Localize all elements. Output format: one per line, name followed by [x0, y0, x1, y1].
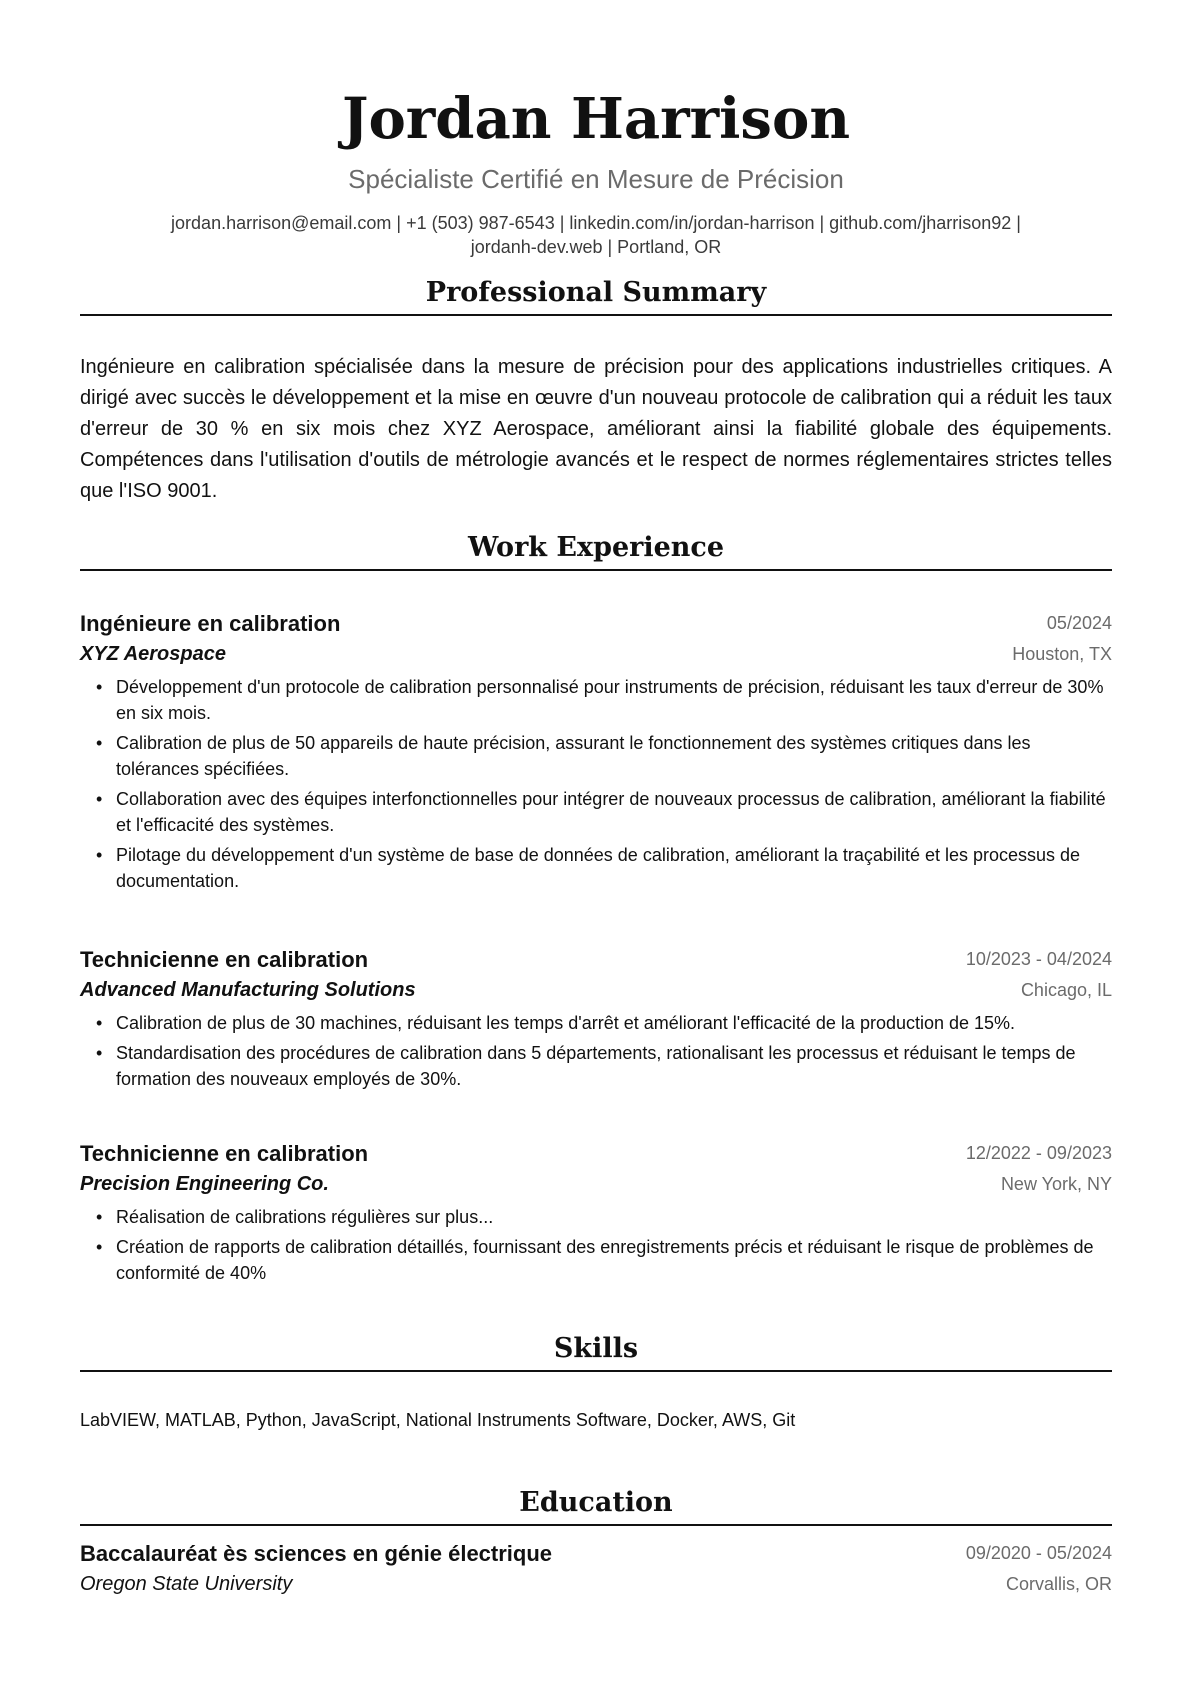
- job-bullet: • Réalisation de calibrations régulières sur plus...: [116, 1204, 1112, 1230]
- education-divider: [80, 1524, 1112, 1526]
- job-bullet: • Calibration de plus de 30 machines, réduisant les temps d'arrêt et améliorant l'efficacité de la production de 15%.: [116, 1010, 1112, 1036]
- job-title: Technicienne en calibration: [80, 1141, 369, 1166]
- education-school: Oregon State University: [80, 1573, 293, 1595]
- education-entry: [80, 1538, 1112, 1600]
- job-bullet: • Calibration de plus de 50 appareils de haute précision, assurant le fonctionnement des systèmes critiques dans les tolérances spécifiées.: [116, 730, 1112, 782]
- job-company-row: [80, 975, 1112, 1006]
- summary-heading: Professional Summary: [425, 277, 767, 308]
- job-location: New York, NY: [1000, 1174, 1112, 1194]
- candidate-title: Spécialiste Certifié en Mesure de Précision: [348, 164, 844, 194]
- job-title: Ingénieure en calibration: [80, 611, 341, 636]
- candidate-name: Jordan Harrison: [341, 86, 851, 152]
- contact-line-1: jordan.harrison@email.com | +1 (503) 987-6543 | linkedin.com/in/jordan-harrison | github.com/jharrison92 |: [171, 213, 1021, 233]
- job-company: XYZ Aerospace: [80, 643, 226, 665]
- contact-line-2: jordanh-dev.web | Portland, OR: [470, 237, 722, 257]
- job-bullet: • Pilotage du développement d'un système de base de données de calibration, améliorant la traçabilité et les processus de documentation.: [116, 842, 1112, 894]
- summary-text: Ingénieure en calibration spécialisée dans la mesure de précision pour des applications industrielles critiques. A dirigé avec succès le développement et la mise en œuvre d'un nouveau protocole de calibration qui a réduit les taux d'erreur de 30 % en six mois chez XYZ Aerospace, améliorant ainsi la fiabilité globale des équipements. Compétences dans l'utilisation d'outils de métrologie avancés et le respect de normes réglementaires strictes telles que l'ISO 9001.: [80, 356, 1112, 502]
- summary-divider: [80, 314, 1112, 316]
- job-bullet: • Collaboration avec des équipes interfonctionnelles pour intégrer de nouveaux processus de calibration, améliorant la fiabilité et l'efficacité des systèmes.: [116, 786, 1112, 838]
- job-title-row: [80, 944, 1112, 975]
- job-dates: 05/2024: [1046, 613, 1112, 633]
- skills-divider: [80, 1370, 1112, 1372]
- job-dates: 12/2022 - 09/2023: [965, 1143, 1112, 1163]
- job-bullet: • Standardisation des procédures de calibration dans 5 départements, rationalisant les processus et réduisant le temps de formation des nouveaux employés de 30%.: [116, 1040, 1112, 1092]
- job-title-row: [80, 608, 1112, 639]
- job-bullets: [80, 674, 1112, 894]
- job-entry: [80, 944, 1112, 1096]
- education-dates: 09/2020 - 05/2024: [965, 1543, 1112, 1563]
- experience-heading: Work Experience: [467, 532, 725, 563]
- job-location: Houston, TX: [1012, 644, 1112, 664]
- job-company: Precision Engineering Co.: [80, 1173, 329, 1195]
- experience-divider: [80, 569, 1112, 571]
- job-entry: [80, 1138, 1112, 1290]
- education-school-row: [80, 1569, 1112, 1600]
- education-location: Corvallis, OR: [1005, 1574, 1112, 1594]
- skills-list: LabVIEW, MATLAB, Python, JavaScript, National Instruments Software, Docker, AWS, Git: [80, 1410, 796, 1430]
- job-bullet: • Développement d'un protocole de calibration personnalisé pour instruments de précision, réduisant les taux d'erreur de 30% en six mois.: [116, 674, 1112, 726]
- job-company: Advanced Manufacturing Solutions: [80, 979, 416, 1001]
- job-location: Chicago, IL: [1020, 980, 1112, 1000]
- job-bullets: [80, 1204, 1112, 1286]
- job-bullet: • Création de rapports de calibration détaillés, fournissant des enregistrements précis et réduisant le risque de problèmes de conformité de 40%: [116, 1234, 1112, 1286]
- education-degree: Baccalauréat ès sciences en génie électrique: [80, 1541, 553, 1566]
- job-bullets: [80, 1010, 1112, 1092]
- job-dates: 10/2023 - 04/2024: [965, 949, 1112, 969]
- job-title: Technicienne en calibration: [80, 947, 369, 972]
- job-entry: [80, 608, 1112, 898]
- skills-heading: Skills: [553, 1333, 639, 1364]
- education-degree-row: [80, 1538, 1112, 1569]
- job-title-row: [80, 1138, 1112, 1169]
- education-heading: Education: [519, 1487, 673, 1518]
- contact-info: [80, 211, 1112, 259]
- job-company-row: [80, 1169, 1112, 1200]
- job-company-row: [80, 639, 1112, 670]
